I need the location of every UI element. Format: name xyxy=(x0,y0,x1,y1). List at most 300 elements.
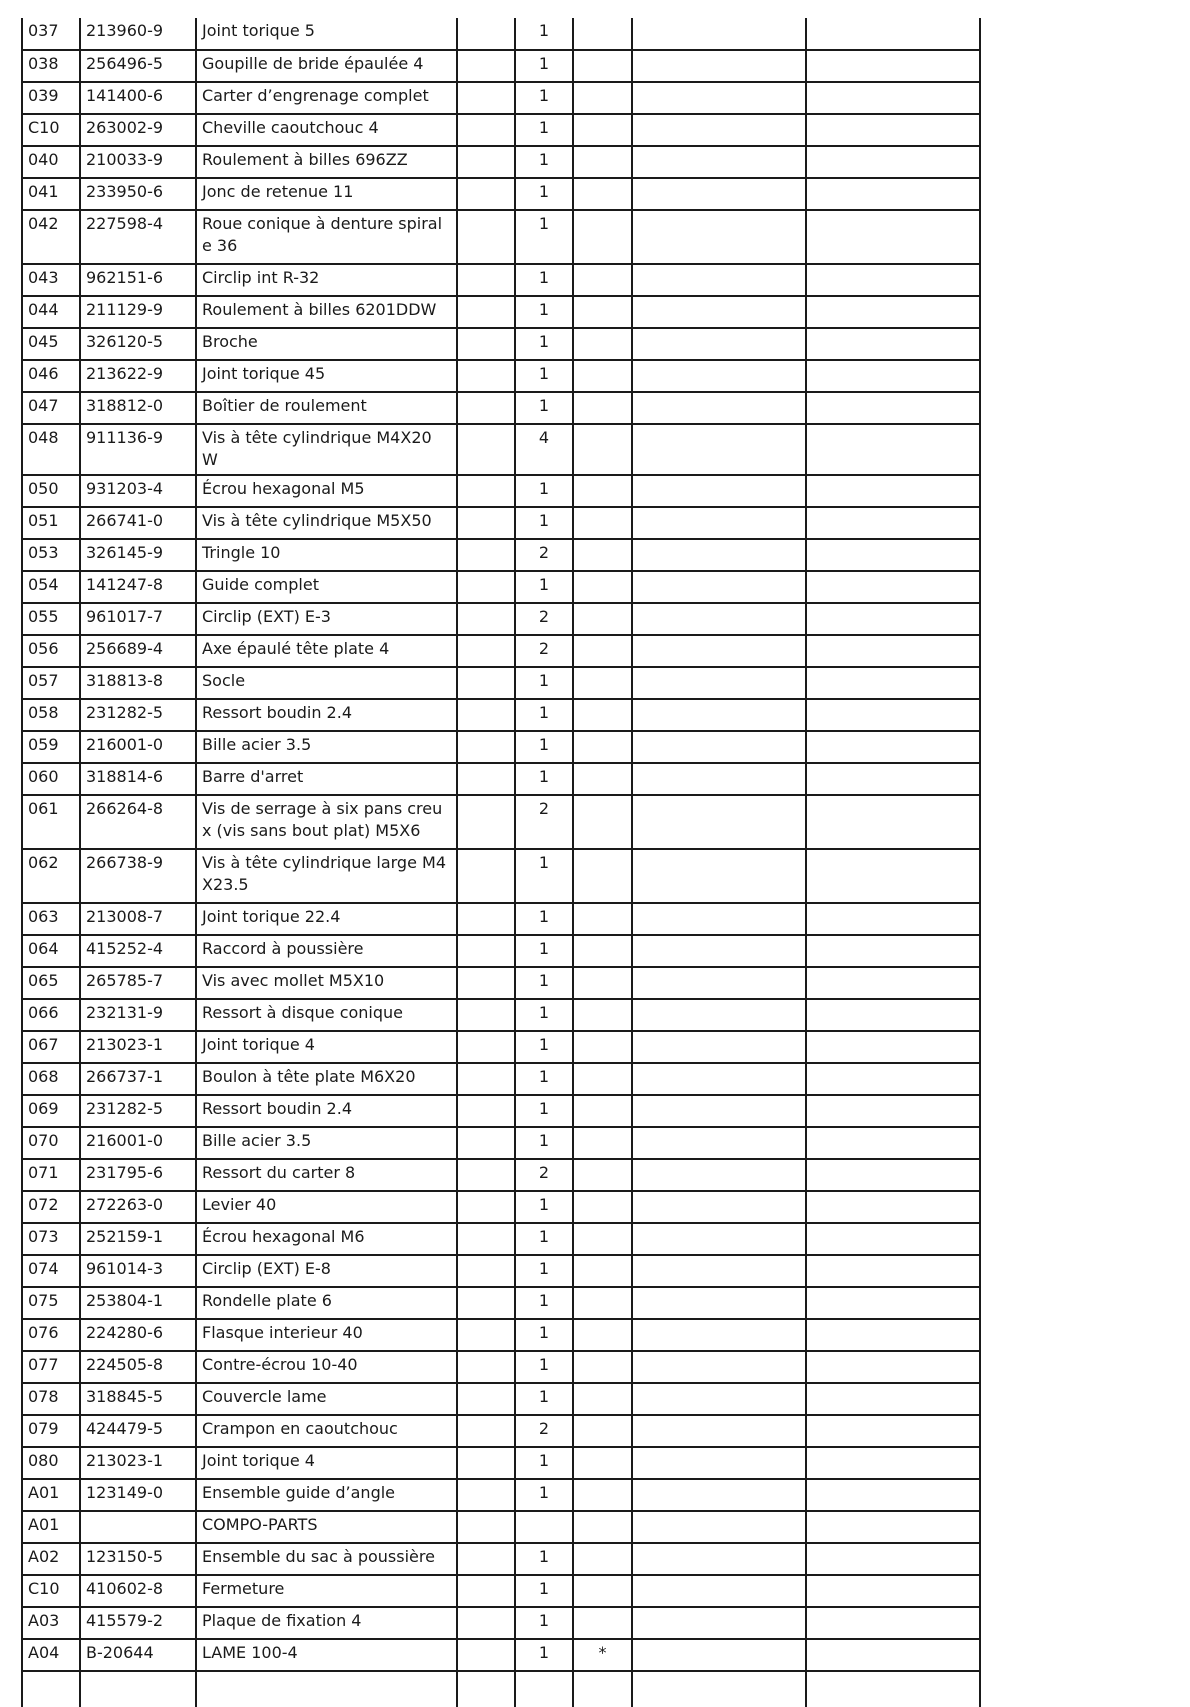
empty-cell xyxy=(457,1575,515,1607)
remark-cell xyxy=(806,1319,980,1351)
quantity-cell: 1 xyxy=(515,1607,573,1639)
table-row xyxy=(22,328,980,360)
ref-cell: 075 xyxy=(22,1287,80,1319)
part-number-cell: 231282-5 xyxy=(80,1095,196,1127)
empty-cell xyxy=(457,1415,515,1447)
description-cell: Circlip (EXT) E-8 xyxy=(196,1255,457,1287)
note-cell xyxy=(632,1639,806,1671)
table-row xyxy=(22,360,980,392)
description-cell: Socle xyxy=(196,667,457,699)
ref-cell: 070 xyxy=(22,1127,80,1159)
empty-cell xyxy=(457,999,515,1031)
empty-cell xyxy=(457,360,515,392)
description-cell: Crampon en caoutchouc xyxy=(196,1415,457,1447)
table-row xyxy=(22,1223,980,1255)
part-number-cell: B-20644 xyxy=(80,1639,196,1671)
description-cell: Roue conique à denture spirale 36 xyxy=(196,210,457,264)
empty-cell xyxy=(457,328,515,360)
part-number-cell: 318814-6 xyxy=(80,763,196,795)
ref-cell: 037 xyxy=(22,18,80,50)
ref-cell: 061 xyxy=(22,795,80,849)
part-number-cell: 216001-0 xyxy=(80,731,196,763)
remark-cell xyxy=(806,967,980,999)
empty-cell xyxy=(457,424,515,475)
quantity-cell: 2 xyxy=(515,635,573,667)
flag-cell xyxy=(573,178,632,210)
ref-cell: 067 xyxy=(22,1031,80,1063)
part-number-cell: 231282-5 xyxy=(80,699,196,731)
table-row xyxy=(22,424,980,475)
remark-cell xyxy=(806,1223,980,1255)
quantity-cell: 1 xyxy=(515,392,573,424)
note-cell xyxy=(632,114,806,146)
table-row xyxy=(22,967,980,999)
table-row xyxy=(22,1447,980,1479)
remark-cell xyxy=(806,1351,980,1383)
flag-cell xyxy=(573,1063,632,1095)
description-cell: Ressort boudin 2.4 xyxy=(196,1095,457,1127)
table-row xyxy=(22,1287,980,1319)
empty-cell xyxy=(457,1351,515,1383)
remark-cell xyxy=(806,1415,980,1447)
parts-list-sheet xyxy=(21,18,981,1707)
quantity-cell: 1 xyxy=(515,114,573,146)
quantity-cell: 2 xyxy=(515,1415,573,1447)
description-cell: Couvercle lame xyxy=(196,1383,457,1415)
description-cell: Roulement à billes 6201DDW xyxy=(196,296,457,328)
ref-cell: 080 xyxy=(22,1447,80,1479)
remark-cell xyxy=(806,50,980,82)
description-cell: Broche xyxy=(196,328,457,360)
flag-cell xyxy=(573,571,632,603)
quantity-cell: 1 xyxy=(515,1255,573,1287)
remark-cell xyxy=(806,178,980,210)
table-row xyxy=(22,571,980,603)
part-number-cell: 265785-7 xyxy=(80,967,196,999)
quantity-cell: 1 xyxy=(515,296,573,328)
table-row xyxy=(22,264,980,296)
table-row xyxy=(22,999,980,1031)
part-number-cell: 326120-5 xyxy=(80,328,196,360)
quantity-cell: 1 xyxy=(515,935,573,967)
flag-cell xyxy=(573,1607,632,1639)
ref-cell: 079 xyxy=(22,1415,80,1447)
ref-cell: 038 xyxy=(22,50,80,82)
note-cell xyxy=(632,424,806,475)
quantity-cell: 1 xyxy=(515,178,573,210)
remark-cell xyxy=(806,1095,980,1127)
empty-cell xyxy=(457,82,515,114)
note-cell xyxy=(632,967,806,999)
ref-cell: 071 xyxy=(22,1159,80,1191)
empty-cell xyxy=(457,146,515,178)
flag-cell xyxy=(573,82,632,114)
ref-cell: 060 xyxy=(22,763,80,795)
ref-cell: 056 xyxy=(22,635,80,667)
flag-cell xyxy=(573,999,632,1031)
remark-cell xyxy=(806,424,980,475)
quantity-cell: 1 xyxy=(515,210,573,264)
table-row xyxy=(22,1191,980,1223)
flag-cell xyxy=(573,1351,632,1383)
flag-cell xyxy=(573,763,632,795)
quantity-cell: 1 xyxy=(515,849,573,903)
ref-cell: 074 xyxy=(22,1255,80,1287)
part-number-cell: 253804-1 xyxy=(80,1287,196,1319)
flag-cell xyxy=(573,1543,632,1575)
quantity-cell: 1 xyxy=(515,1447,573,1479)
ref-cell: A01 xyxy=(22,1479,80,1511)
note-cell xyxy=(632,1031,806,1063)
table-row xyxy=(22,1415,980,1447)
empty-cell xyxy=(457,1319,515,1351)
description-cell: Carter d’engrenage complet xyxy=(196,82,457,114)
part-number-cell: 410602-8 xyxy=(80,1575,196,1607)
ref-cell: 063 xyxy=(22,903,80,935)
ref-cell: A04 xyxy=(22,1639,80,1671)
ref-cell: 078 xyxy=(22,1383,80,1415)
description-cell: COMPO-PARTS xyxy=(196,1511,457,1543)
note-cell xyxy=(632,1479,806,1511)
empty-cell xyxy=(457,507,515,539)
description-cell: Ressort boudin 2.4 xyxy=(196,699,457,731)
remark-cell xyxy=(806,539,980,571)
empty-cell xyxy=(457,571,515,603)
remark-cell xyxy=(806,296,980,328)
empty-cell xyxy=(457,1287,515,1319)
note-cell xyxy=(632,1447,806,1479)
note-cell xyxy=(632,178,806,210)
table-row xyxy=(22,1319,980,1351)
table-row xyxy=(22,539,980,571)
empty-cell xyxy=(22,1671,80,1707)
ref-cell: 042 xyxy=(22,210,80,264)
remark-cell xyxy=(806,328,980,360)
note-cell xyxy=(632,1511,806,1543)
empty-cell xyxy=(457,699,515,731)
ref-cell: 039 xyxy=(22,82,80,114)
empty-cell xyxy=(457,1671,515,1707)
table-row xyxy=(22,507,980,539)
description-cell: Raccord à poussière xyxy=(196,935,457,967)
description-cell: Cheville caoutchouc 4 xyxy=(196,114,457,146)
part-number-cell: 318813-8 xyxy=(80,667,196,699)
note-cell xyxy=(632,1383,806,1415)
empty-cell xyxy=(457,635,515,667)
part-number-cell: 318812-0 xyxy=(80,392,196,424)
remark-cell xyxy=(806,935,980,967)
table-row xyxy=(22,699,980,731)
ref-cell: 077 xyxy=(22,1351,80,1383)
empty-cell xyxy=(457,667,515,699)
flag-cell xyxy=(573,1191,632,1223)
quantity-cell: 1 xyxy=(515,1639,573,1671)
empty-cell xyxy=(80,1671,196,1707)
description-cell: Goupille de bride épaulée 4 xyxy=(196,50,457,82)
table-row xyxy=(22,1511,980,1543)
quantity-cell: 2 xyxy=(515,1159,573,1191)
ref-cell: 055 xyxy=(22,603,80,635)
description-cell: Roulement à billes 696ZZ xyxy=(196,146,457,178)
empty-cell xyxy=(196,1671,457,1707)
flag-cell xyxy=(573,699,632,731)
part-number-cell: 266738-9 xyxy=(80,849,196,903)
table-row xyxy=(22,82,980,114)
ref-cell: C10 xyxy=(22,114,80,146)
note-cell xyxy=(632,1319,806,1351)
table-row xyxy=(22,475,980,507)
table-row xyxy=(22,1607,980,1639)
table-row xyxy=(22,1543,980,1575)
part-number-cell: 961014-3 xyxy=(80,1255,196,1287)
note-cell xyxy=(632,328,806,360)
description-cell: Écrou hexagonal M5 xyxy=(196,475,457,507)
table-row xyxy=(22,935,980,967)
table-row xyxy=(22,296,980,328)
ref-cell: 047 xyxy=(22,392,80,424)
flag-cell xyxy=(573,795,632,849)
description-cell: Joint torique 4 xyxy=(196,1447,457,1479)
note-cell xyxy=(632,763,806,795)
table-row xyxy=(22,1351,980,1383)
note-cell xyxy=(632,1191,806,1223)
part-number-cell: 211129-9 xyxy=(80,296,196,328)
flag-cell xyxy=(573,603,632,635)
note-cell xyxy=(632,475,806,507)
flag-cell xyxy=(573,1255,632,1287)
part-number-cell: 961017-7 xyxy=(80,603,196,635)
description-cell: Joint torique 5 xyxy=(196,18,457,50)
part-number-cell: 141247-8 xyxy=(80,571,196,603)
remark-cell xyxy=(806,1543,980,1575)
ref-cell: 045 xyxy=(22,328,80,360)
description-cell: Axe épaulé tête plate 4 xyxy=(196,635,457,667)
empty-cell xyxy=(457,475,515,507)
empty-cell xyxy=(457,1639,515,1671)
note-cell xyxy=(632,1255,806,1287)
part-number-cell xyxy=(80,1511,196,1543)
note-cell xyxy=(632,1063,806,1095)
note-cell xyxy=(632,50,806,82)
ref-cell: 076 xyxy=(22,1319,80,1351)
flag-cell xyxy=(573,18,632,50)
part-number-cell: 424479-5 xyxy=(80,1415,196,1447)
quantity-cell: 4 xyxy=(515,424,573,475)
note-cell xyxy=(632,1351,806,1383)
flag-cell xyxy=(573,296,632,328)
part-number-cell: 256689-4 xyxy=(80,635,196,667)
part-number-cell: 326145-9 xyxy=(80,539,196,571)
note-cell xyxy=(632,146,806,178)
note-cell xyxy=(632,1415,806,1447)
table-row xyxy=(22,731,980,763)
empty-cell xyxy=(457,967,515,999)
remark-cell xyxy=(806,264,980,296)
note-cell xyxy=(632,1223,806,1255)
ref-cell: 058 xyxy=(22,699,80,731)
flag-cell xyxy=(573,1575,632,1607)
quantity-cell: 1 xyxy=(515,999,573,1031)
table-row xyxy=(22,903,980,935)
ref-cell: 065 xyxy=(22,967,80,999)
quantity-cell: 1 xyxy=(515,1479,573,1511)
flag-cell xyxy=(573,935,632,967)
part-number-cell: 224280-6 xyxy=(80,1319,196,1351)
note-cell xyxy=(632,360,806,392)
remark-cell xyxy=(806,763,980,795)
ref-cell: 043 xyxy=(22,264,80,296)
quantity-cell: 1 xyxy=(515,1319,573,1351)
empty-cell xyxy=(457,1159,515,1191)
part-number-cell: 911136-9 xyxy=(80,424,196,475)
quantity-cell: 1 xyxy=(515,967,573,999)
description-cell: Ressort du carter 8 xyxy=(196,1159,457,1191)
flag-cell xyxy=(573,1479,632,1511)
empty-cell xyxy=(515,1671,573,1707)
remark-cell xyxy=(806,18,980,50)
quantity-cell: 2 xyxy=(515,539,573,571)
remark-cell xyxy=(806,1511,980,1543)
remark-cell xyxy=(806,146,980,178)
flag-cell xyxy=(573,114,632,146)
table-row xyxy=(22,392,980,424)
empty-cell xyxy=(457,1095,515,1127)
remark-cell xyxy=(806,1383,980,1415)
note-cell xyxy=(632,82,806,114)
description-cell: Fermeture xyxy=(196,1575,457,1607)
empty-cell xyxy=(457,296,515,328)
flag-cell xyxy=(573,1159,632,1191)
quantity-cell: 1 xyxy=(515,1191,573,1223)
note-cell xyxy=(632,903,806,935)
ref-cell: 059 xyxy=(22,731,80,763)
empty-cell xyxy=(806,1671,980,1707)
table-row xyxy=(22,114,980,146)
part-number-cell: 141400-6 xyxy=(80,82,196,114)
quantity-cell: 1 xyxy=(515,264,573,296)
remark-cell xyxy=(806,635,980,667)
remark-cell xyxy=(806,82,980,114)
part-number-cell: 266737-1 xyxy=(80,1063,196,1095)
description-cell: Rondelle plate 6 xyxy=(196,1287,457,1319)
flag-cell xyxy=(573,146,632,178)
empty-cell xyxy=(457,50,515,82)
parts-table xyxy=(21,18,981,1707)
remark-cell xyxy=(806,1639,980,1671)
empty-cell xyxy=(457,1191,515,1223)
flag-cell xyxy=(573,507,632,539)
quantity-cell: 1 xyxy=(515,507,573,539)
quantity-cell: 1 xyxy=(515,731,573,763)
part-number-cell: 266264-8 xyxy=(80,795,196,849)
description-cell: Guide complet xyxy=(196,571,457,603)
note-cell xyxy=(632,1287,806,1319)
description-cell: Vis avec mollet M5X10 xyxy=(196,967,457,999)
note-cell xyxy=(632,667,806,699)
note-cell xyxy=(632,1127,806,1159)
part-number-cell: 224505-8 xyxy=(80,1351,196,1383)
remark-cell xyxy=(806,475,980,507)
ref-cell: 044 xyxy=(22,296,80,328)
note-cell xyxy=(632,699,806,731)
part-number-cell: 213023-1 xyxy=(80,1031,196,1063)
empty-cell xyxy=(457,763,515,795)
empty-cell xyxy=(457,1127,515,1159)
remark-cell xyxy=(806,507,980,539)
ref-cell: 046 xyxy=(22,360,80,392)
part-number-cell: 272263-0 xyxy=(80,1191,196,1223)
part-number-cell: 210033-9 xyxy=(80,146,196,178)
remark-cell xyxy=(806,603,980,635)
description-cell: Tringle 10 xyxy=(196,539,457,571)
quantity-cell: 1 xyxy=(515,903,573,935)
part-number-cell: 231795-6 xyxy=(80,1159,196,1191)
ref-cell: 051 xyxy=(22,507,80,539)
quantity-cell: 1 xyxy=(515,328,573,360)
table-row xyxy=(22,1575,980,1607)
description-cell: LAME 100-4 xyxy=(196,1639,457,1671)
empty-cell xyxy=(457,1479,515,1511)
ref-cell: 057 xyxy=(22,667,80,699)
table-row xyxy=(22,50,980,82)
description-cell: Joint torique 4 xyxy=(196,1031,457,1063)
description-cell: Levier 40 xyxy=(196,1191,457,1223)
part-number-cell: 233950-6 xyxy=(80,178,196,210)
ref-cell: A03 xyxy=(22,1607,80,1639)
flag-cell xyxy=(573,1415,632,1447)
remark-cell xyxy=(806,999,980,1031)
flag-cell xyxy=(573,360,632,392)
ref-cell: 064 xyxy=(22,935,80,967)
remark-cell xyxy=(806,1191,980,1223)
part-number-cell: 318845-5 xyxy=(80,1383,196,1415)
flag-cell xyxy=(573,539,632,571)
table-row-empty xyxy=(22,1671,980,1707)
note-cell xyxy=(632,210,806,264)
remark-cell xyxy=(806,1063,980,1095)
part-number-cell: 213023-1 xyxy=(80,1447,196,1479)
flag-cell xyxy=(573,328,632,360)
remark-cell xyxy=(806,1159,980,1191)
ref-cell: 054 xyxy=(22,571,80,603)
ref-cell: 050 xyxy=(22,475,80,507)
flag-cell xyxy=(573,392,632,424)
description-cell: Vis à tête cylindrique M5X50 xyxy=(196,507,457,539)
flag-cell xyxy=(573,1127,632,1159)
flag-cell xyxy=(573,1447,632,1479)
quantity-cell: 1 xyxy=(515,1575,573,1607)
table-row xyxy=(22,18,980,50)
parts-table-body xyxy=(22,18,980,1707)
flag-cell xyxy=(573,731,632,763)
note-cell xyxy=(632,603,806,635)
remark-cell xyxy=(806,1127,980,1159)
quantity-cell: 1 xyxy=(515,1095,573,1127)
ref-cell: 053 xyxy=(22,539,80,571)
quantity-cell: 1 xyxy=(515,82,573,114)
empty-cell xyxy=(457,178,515,210)
remark-cell xyxy=(806,667,980,699)
empty-cell xyxy=(457,795,515,849)
part-number-cell: 123149-0 xyxy=(80,1479,196,1511)
remark-cell xyxy=(806,571,980,603)
description-cell: Vis à tête cylindrique M4X20 W xyxy=(196,424,457,475)
quantity-cell: 1 xyxy=(515,763,573,795)
quantity-cell: 1 xyxy=(515,1543,573,1575)
flag-cell xyxy=(573,635,632,667)
part-number-cell: 256496-5 xyxy=(80,50,196,82)
remark-cell xyxy=(806,1255,980,1287)
